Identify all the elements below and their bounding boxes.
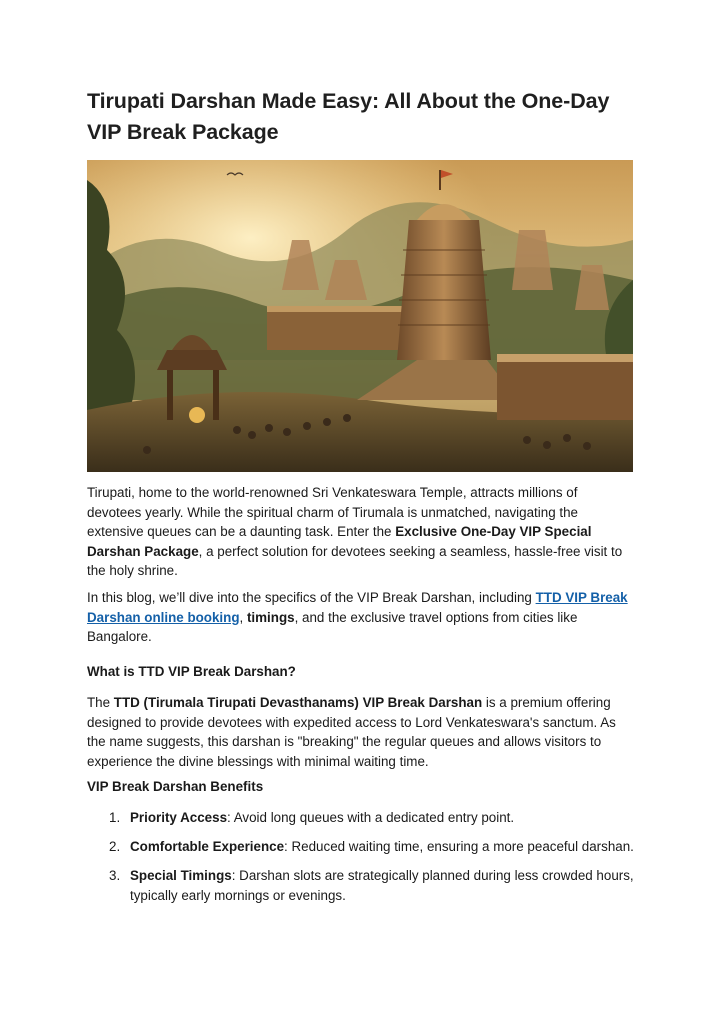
list-item: 1. Priority Access: Avoid long queues with a dedicated entry point. (109, 810, 515, 825)
list-item: 2. Comfortable Experience: Reduced waiting time, ensuring a more peaceful darshan. (109, 838, 634, 854)
ttd-paragraph: The TTD (Tirumala Tirupati Devasthanams) VIP Break Darshan is a premium offering designed to provide devotees with expedited access to Lord Venkateswara's sanctum. As the name suggests, this darshan is "breaking" the regular queues and allows visitors to experience the divine blessings with minimal waiting time. (87, 695, 616, 769)
hero-image (87, 160, 633, 472)
article-title: Tirupati Darshan Made Easy: All About the One-Day VIP Break Package (87, 89, 610, 144)
vip-break-booking-link[interactable]: TTD VIP Break Darshan online booking (87, 590, 628, 625)
benefits-list (87, 808, 637, 915)
intro-paragraph: Tirupati, home to the world-renowned Sri Venkateswara Temple, attracts millions of devotees yearly. While the spiritual charm of Tirumala is unmatched, navigating the extensive queues can be a daunting task. Enter the Exclusive One-Day VIP Special Darshan Package, a perfect solution for devotees seeking a seamless, hassle-free visit to the holy shrine. (87, 485, 623, 579)
what-is-heading: What is TTD VIP Break Darshan? (87, 664, 296, 679)
benefits-heading: VIP Break Darshan Benefits (87, 779, 264, 794)
blog-paragraph: In this blog, we’ll dive into the specifics of the VIP Break Darshan, including TTD VIP Break Darshan online booking, timings, and the exclusive travel options from cities like Bangalore. (87, 590, 628, 645)
temple-illustration (87, 160, 633, 472)
list-item: 3. Special Timings: Darshan slots are strategically planned during less crowded hours, typically early mornings or evenings. (109, 867, 634, 903)
